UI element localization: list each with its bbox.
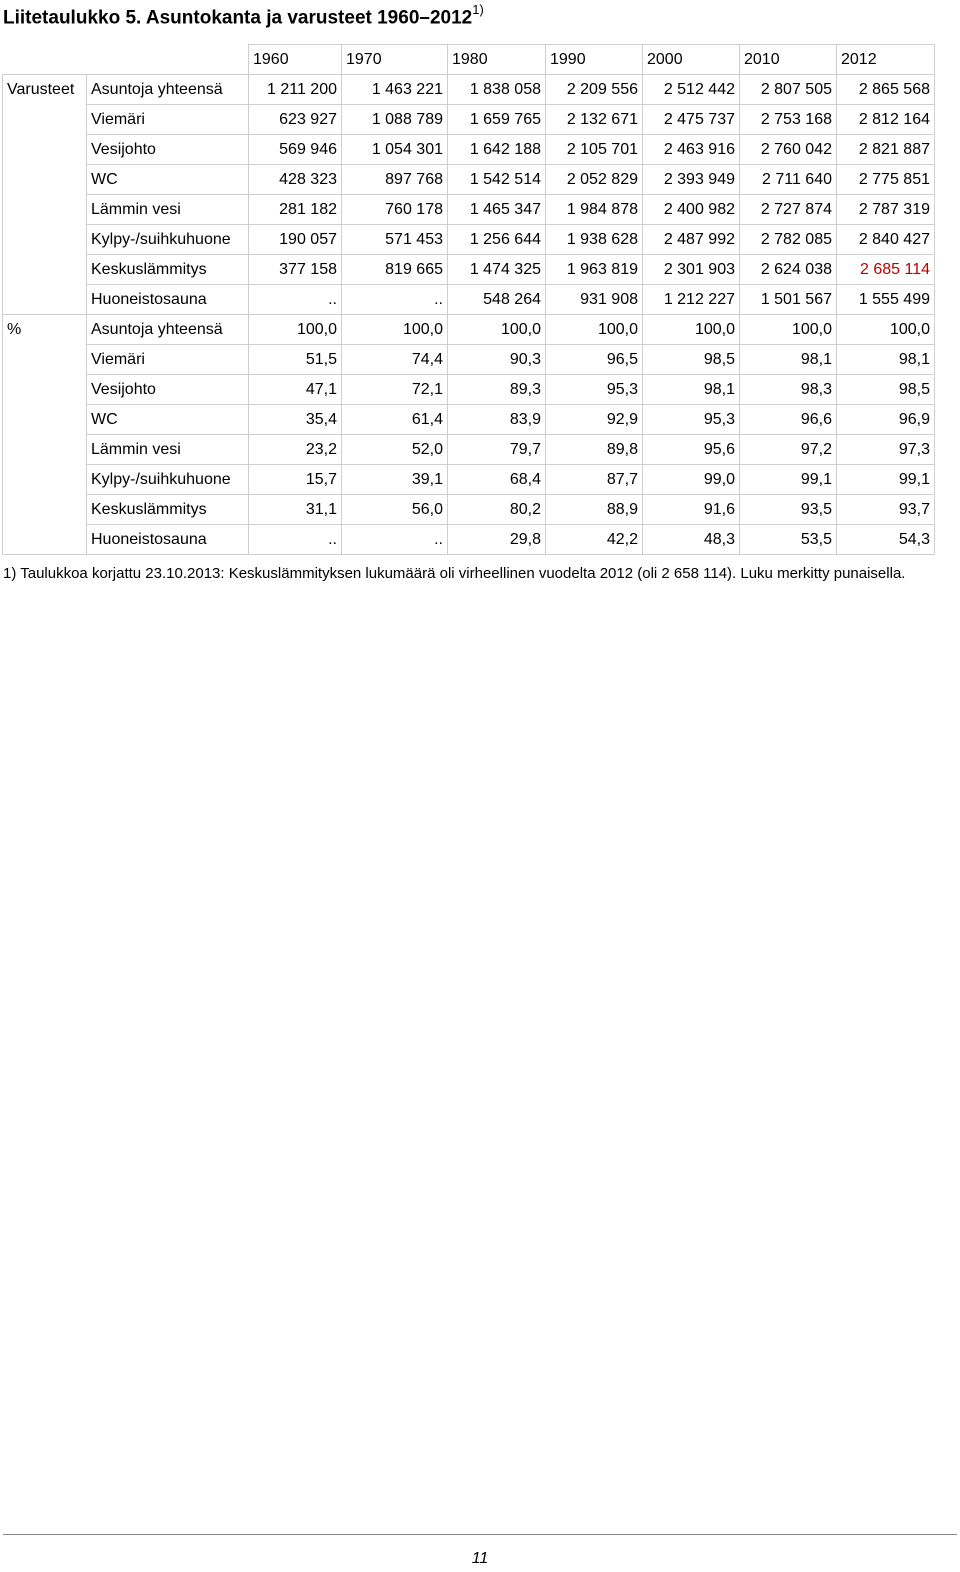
row-label: Keskuslämmitys	[87, 495, 249, 525]
row-label: Asuntoja yhteensä	[87, 75, 249, 105]
value-cell: 2 400 982	[643, 195, 740, 225]
value-cell: 1 465 347	[448, 195, 546, 225]
year-header: 1960	[249, 45, 342, 75]
row-label: Lämmin vesi	[87, 195, 249, 225]
table-row	[3, 375, 935, 405]
value-cell: 190 057	[249, 225, 342, 255]
table-row	[3, 75, 935, 105]
value-cell: 1 088 789	[342, 105, 448, 135]
value-cell: 95,3	[546, 375, 643, 405]
value-cell: 98,3	[740, 375, 837, 405]
data-table	[2, 44, 935, 555]
group-label	[3, 465, 87, 495]
group-label	[3, 195, 87, 225]
table-row	[3, 255, 935, 285]
row-label: Kylpy-/suihkuhuone	[87, 225, 249, 255]
row-label: WC	[87, 165, 249, 195]
value-cell: 72,1	[342, 375, 448, 405]
group-label	[3, 435, 87, 465]
value-cell: 42,2	[546, 525, 643, 555]
value-cell: 96,9	[837, 405, 935, 435]
value-cell: 31,1	[249, 495, 342, 525]
corrected-value-cell: 2 685 114	[837, 255, 935, 285]
row-label: Asuntoja yhteensä	[87, 315, 249, 345]
value-cell: 1 642 188	[448, 135, 546, 165]
value-cell: 68,4	[448, 465, 546, 495]
footer-divider	[3, 1534, 957, 1535]
value-cell: 2 821 887	[837, 135, 935, 165]
group-label	[3, 135, 87, 165]
value-cell: 897 768	[342, 165, 448, 195]
group-label	[3, 525, 87, 555]
row-label: Kylpy-/suihkuhuone	[87, 465, 249, 495]
value-cell: 90,3	[448, 345, 546, 375]
table-row	[3, 465, 935, 495]
table-row	[3, 285, 935, 315]
value-cell: 2 711 640	[740, 165, 837, 195]
value-cell: 819 665	[342, 255, 448, 285]
table-row	[3, 345, 935, 375]
value-cell: ..	[249, 285, 342, 315]
value-cell: 89,8	[546, 435, 643, 465]
value-cell: 100,0	[249, 315, 342, 345]
value-cell: 1 542 514	[448, 165, 546, 195]
value-cell: 2 132 671	[546, 105, 643, 135]
value-cell: 1 838 058	[448, 75, 546, 105]
value-cell: 93,5	[740, 495, 837, 525]
value-cell: 2 840 427	[837, 225, 935, 255]
group-label	[3, 345, 87, 375]
table-row	[3, 435, 935, 465]
value-cell: 1 474 325	[448, 255, 546, 285]
value-cell: 93,7	[837, 495, 935, 525]
title-footnote-marker: 1)	[472, 2, 484, 17]
value-cell: 2 052 829	[546, 165, 643, 195]
value-cell: 98,1	[740, 345, 837, 375]
group-label	[3, 165, 87, 195]
value-cell: 1 054 301	[342, 135, 448, 165]
value-cell: 1 212 227	[643, 285, 740, 315]
value-cell: 98,1	[643, 375, 740, 405]
title-text: Liitetaulukko 5. Asuntokanta ja varusteet 1960–2012	[3, 7, 473, 29]
value-cell: 2 487 992	[643, 225, 740, 255]
value-cell: 2 624 038	[740, 255, 837, 285]
value-cell: 100,0	[342, 315, 448, 345]
value-cell: 96,6	[740, 405, 837, 435]
value-cell: 91,6	[643, 495, 740, 525]
value-cell: 623 927	[249, 105, 342, 135]
value-cell: 2 209 556	[546, 75, 643, 105]
value-cell: 760 178	[342, 195, 448, 225]
value-cell: 54,3	[837, 525, 935, 555]
value-cell: 377 158	[249, 255, 342, 285]
table-row	[3, 495, 935, 525]
value-cell: 100,0	[643, 315, 740, 345]
value-cell: 39,1	[342, 465, 448, 495]
value-cell: 99,1	[740, 465, 837, 495]
value-cell: 98,1	[837, 345, 935, 375]
year-header: 1990	[546, 45, 643, 75]
table-row	[3, 525, 935, 555]
value-cell: 97,3	[837, 435, 935, 465]
value-cell: 98,5	[837, 375, 935, 405]
page-number: 11	[471, 1550, 489, 1567]
value-cell: 89,3	[448, 375, 546, 405]
value-cell: 92,9	[546, 405, 643, 435]
value-cell: 56,0	[342, 495, 448, 525]
row-label: Keskuslämmitys	[87, 255, 249, 285]
value-cell: 35,4	[249, 405, 342, 435]
value-cell: 1 501 567	[740, 285, 837, 315]
value-cell: 100,0	[448, 315, 546, 345]
value-cell: 1 938 628	[546, 225, 643, 255]
value-cell: 99,1	[837, 465, 935, 495]
year-header: 2000	[643, 45, 740, 75]
row-label: Viemäri	[87, 345, 249, 375]
value-cell: 100,0	[837, 315, 935, 345]
row-label: WC	[87, 405, 249, 435]
value-cell: 83,9	[448, 405, 546, 435]
value-cell: 1 659 765	[448, 105, 546, 135]
value-cell: 97,2	[740, 435, 837, 465]
value-cell: ..	[342, 525, 448, 555]
value-cell: 931 908	[546, 285, 643, 315]
value-cell: 53,5	[740, 525, 837, 555]
value-cell: 99,0	[643, 465, 740, 495]
table-row	[3, 165, 935, 195]
value-cell: 1 984 878	[546, 195, 643, 225]
value-cell: 100,0	[546, 315, 643, 345]
group-label	[3, 255, 87, 285]
value-cell: 23,2	[249, 435, 342, 465]
table-row	[3, 225, 935, 255]
value-cell: 1 555 499	[837, 285, 935, 315]
value-cell: 96,5	[546, 345, 643, 375]
value-cell: 74,4	[342, 345, 448, 375]
row-label: Lämmin vesi	[87, 435, 249, 465]
value-cell: 2 393 949	[643, 165, 740, 195]
value-cell: 2 812 164	[837, 105, 935, 135]
value-cell: 428 323	[249, 165, 342, 195]
value-cell: 548 264	[448, 285, 546, 315]
table-row	[3, 135, 935, 165]
value-cell: 1 211 200	[249, 75, 342, 105]
value-cell: 61,4	[342, 405, 448, 435]
row-label: Viemäri	[87, 105, 249, 135]
value-cell: ..	[249, 525, 342, 555]
value-cell: 2 760 042	[740, 135, 837, 165]
header-row	[3, 45, 935, 75]
value-cell: 2 727 874	[740, 195, 837, 225]
value-cell: 2 753 168	[740, 105, 837, 135]
value-cell: 98,5	[643, 345, 740, 375]
year-header: 1970	[342, 45, 448, 75]
value-cell: 87,7	[546, 465, 643, 495]
year-header: 2012	[837, 45, 935, 75]
table-row	[3, 195, 935, 225]
group-label	[3, 285, 87, 315]
value-cell: 95,6	[643, 435, 740, 465]
value-cell: 100,0	[740, 315, 837, 345]
group-label	[3, 375, 87, 405]
value-cell: 1 963 819	[546, 255, 643, 285]
group-label: Varusteet	[3, 75, 87, 105]
year-header: 1980	[448, 45, 546, 75]
value-cell: 569 946	[249, 135, 342, 165]
header-empty-cell	[3, 45, 87, 75]
value-cell: 47,1	[249, 375, 342, 405]
group-label: %	[3, 315, 87, 345]
group-label	[3, 495, 87, 525]
table-row	[3, 405, 935, 435]
value-cell: 1 256 644	[448, 225, 546, 255]
footnote	[3, 564, 938, 583]
page-title	[3, 4, 484, 29]
value-cell: 2 463 916	[643, 135, 740, 165]
value-cell: 2 512 442	[643, 75, 740, 105]
value-cell: 88,9	[546, 495, 643, 525]
value-cell: 2 782 085	[740, 225, 837, 255]
group-label	[3, 105, 87, 135]
group-label	[3, 225, 87, 255]
value-cell: 51,5	[249, 345, 342, 375]
value-cell: 2 787 319	[837, 195, 935, 225]
value-cell: 29,8	[448, 525, 546, 555]
value-cell: 1 463 221	[342, 75, 448, 105]
row-label: Vesijohto	[87, 135, 249, 165]
value-cell: 48,3	[643, 525, 740, 555]
value-cell: 2 475 737	[643, 105, 740, 135]
value-cell: 80,2	[448, 495, 546, 525]
value-cell: 52,0	[342, 435, 448, 465]
table-row	[3, 315, 935, 345]
footnote-text: 1) Taulukkoa korjattu 23.10.2013: Keskuslämmityksen lukumäärä oli virheellinen vuodelta 2012 (oli 2 658 114). Luku merkitty punaisella.	[3, 565, 906, 582]
table-row	[3, 105, 935, 135]
value-cell: 2 775 851	[837, 165, 935, 195]
value-cell: ..	[342, 285, 448, 315]
value-cell: 95,3	[643, 405, 740, 435]
value-cell: 79,7	[448, 435, 546, 465]
row-label: Huoneistosauna	[87, 525, 249, 555]
value-cell: 281 182	[249, 195, 342, 225]
row-label: Vesijohto	[87, 375, 249, 405]
value-cell: 571 453	[342, 225, 448, 255]
value-cell: 2 301 903	[643, 255, 740, 285]
value-cell: 2 105 701	[546, 135, 643, 165]
group-label	[3, 405, 87, 435]
header-empty-cell	[87, 45, 249, 75]
value-cell: 2 807 505	[740, 75, 837, 105]
table-body	[3, 75, 935, 555]
year-header: 2010	[740, 45, 837, 75]
row-label: Huoneistosauna	[87, 285, 249, 315]
value-cell: 2 865 568	[837, 75, 935, 105]
value-cell: 15,7	[249, 465, 342, 495]
